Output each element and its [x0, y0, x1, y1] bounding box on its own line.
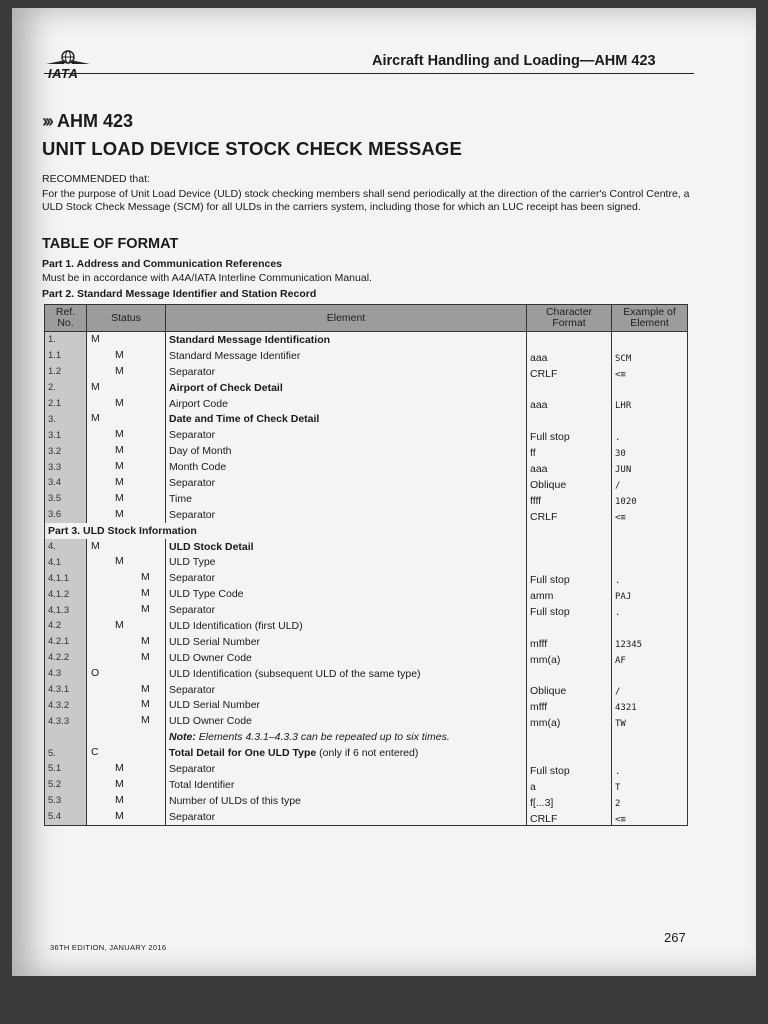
format-cell — [527, 411, 612, 427]
example-cell — [612, 539, 688, 555]
element-text: Standard Message Identifier — [169, 349, 301, 362]
status-cell — [87, 443, 166, 459]
table-heading: TABLE OF FORMAT — [42, 236, 179, 252]
example-cell: . — [612, 427, 688, 443]
element-text: Number of ULDs of this type — [169, 794, 301, 807]
iata-logo — [42, 48, 94, 84]
element-text: Separator — [169, 476, 216, 489]
element-cell — [166, 761, 527, 777]
element-cell — [166, 459, 527, 475]
status-cell — [87, 570, 166, 586]
element-text: ULD Type — [169, 556, 216, 569]
example-cell: / — [612, 682, 688, 698]
status-code: M — [141, 682, 150, 695]
note-label: Note: — [169, 731, 196, 744]
status-cell — [87, 793, 166, 809]
element-text: Separator — [169, 365, 216, 378]
ref-cell: 4.2 — [45, 618, 87, 634]
status-cell — [87, 618, 166, 634]
ref-cell — [45, 729, 87, 745]
table-row — [45, 745, 688, 761]
format-table — [44, 304, 688, 826]
ref-cell: 2. — [45, 380, 87, 396]
page-number: 267 — [664, 930, 686, 945]
status-cell — [87, 713, 166, 729]
format-cell: mfff — [527, 634, 612, 650]
format-cell: ffff — [527, 491, 612, 507]
element-cell — [166, 380, 527, 396]
example-cell: <≡ — [612, 364, 688, 380]
ref-cell: 3.3 — [45, 459, 87, 475]
element-text: Separator — [169, 683, 216, 696]
ref-cell: 3.2 — [45, 443, 87, 459]
table-row — [45, 729, 688, 745]
table-row — [45, 682, 688, 698]
ref-cell: 5.2 — [45, 777, 87, 793]
col-example: Example of Element — [612, 305, 688, 332]
example-cell: . — [612, 761, 688, 777]
status-cell — [87, 729, 166, 745]
example-cell: 30 — [612, 443, 688, 459]
element-text: Month Code — [169, 461, 227, 474]
table-row — [45, 348, 688, 364]
format-cell — [527, 666, 612, 682]
table-row — [45, 602, 688, 618]
status-code: M — [115, 507, 124, 520]
status-code: M — [115, 777, 124, 790]
element-cell — [166, 507, 527, 523]
table-row — [45, 713, 688, 729]
format-cell: Full stop — [527, 602, 612, 618]
ref-cell: 4.1.3 — [45, 602, 87, 618]
element-text: Total Detail for One ULD Type — [169, 747, 317, 760]
table-row — [45, 396, 688, 412]
format-cell — [527, 539, 612, 555]
format-cell — [527, 380, 612, 396]
ref-cell: 4.3.3 — [45, 713, 87, 729]
format-cell: Oblique — [527, 682, 612, 698]
status-code: M — [141, 587, 150, 600]
status-code: M — [141, 571, 150, 584]
example-cell — [612, 745, 688, 761]
status-cell — [87, 380, 166, 396]
status-code: M — [91, 333, 100, 345]
status-code: M — [115, 460, 124, 473]
status-cell — [87, 745, 166, 761]
format-cell: Oblique — [527, 475, 612, 491]
example-cell — [612, 729, 688, 745]
format-cell — [527, 618, 612, 634]
ref-cell: 5.4 — [45, 809, 87, 825]
status-code: M — [115, 619, 124, 632]
table-row — [45, 761, 688, 777]
element-text: ULD Type Code — [169, 588, 244, 601]
table-row — [45, 427, 688, 443]
table-row — [45, 507, 688, 523]
format-cell: a — [527, 777, 612, 793]
element-cell — [166, 666, 527, 682]
element-cell — [166, 427, 527, 443]
ref-cell: 3.6 — [45, 507, 87, 523]
ref-cell: 3. — [45, 411, 87, 427]
element-text: Separator — [169, 572, 216, 585]
status-code: M — [115, 793, 124, 806]
ref-cell: 5.1 — [45, 761, 87, 777]
section-code — [42, 111, 133, 132]
note-text: Elements 4.3.1–4.3.3 can be repeated up to six times. — [198, 731, 450, 744]
element-text: Day of Month — [169, 445, 232, 458]
table-row — [45, 666, 688, 682]
element-cell — [166, 554, 527, 570]
example-cell: TW — [612, 713, 688, 729]
table-row — [45, 697, 688, 713]
section-code-text: AHM 423 — [56, 111, 134, 131]
status-cell — [87, 491, 166, 507]
status-cell — [87, 682, 166, 698]
ref-cell: 3.4 — [45, 475, 87, 491]
status-cell — [87, 427, 166, 443]
page-title: UNIT LOAD DEVICE STOCK CHECK MESSAGE — [42, 138, 463, 159]
element-text: ULD Identification (subsequent ULD of the same type) — [169, 667, 421, 680]
edition-footer: 36TH EDITION, JANUARY 2016 — [50, 943, 167, 952]
col-status: Status — [87, 305, 166, 332]
status-code: O — [91, 666, 100, 679]
table-row — [45, 459, 688, 475]
table-row — [45, 380, 688, 396]
format-cell: aaa — [527, 459, 612, 475]
element-cell — [166, 745, 527, 761]
example-cell: 1020 — [612, 491, 688, 507]
table-row — [45, 777, 688, 793]
element-text: Separator — [169, 508, 216, 521]
status-cell — [87, 475, 166, 491]
status-cell — [87, 602, 166, 618]
element-text: ULD Serial Number — [169, 699, 261, 712]
status-cell — [87, 650, 166, 666]
element-cell — [166, 443, 527, 459]
format-cell — [527, 332, 612, 348]
table-row — [45, 809, 688, 825]
ref-cell: 5.3 — [45, 793, 87, 809]
status-cell — [87, 809, 166, 825]
format-cell — [527, 729, 612, 745]
example-cell — [612, 618, 688, 634]
element-cell — [166, 364, 527, 380]
format-cell: amm — [527, 586, 612, 602]
format-cell: mm(a) — [527, 650, 612, 666]
element-suffix: (only if 6 not entered) — [319, 747, 419, 760]
element-cell — [166, 491, 527, 507]
ref-cell: 1. — [45, 332, 87, 348]
element-text: ULD Owner Code — [169, 651, 252, 664]
status-cell — [87, 459, 166, 475]
element-cell — [166, 570, 527, 586]
table-row — [45, 554, 688, 570]
example-cell: . — [612, 602, 688, 618]
example-cell: LHR — [612, 396, 688, 412]
recommended-text: For the purpose of Unit Load Device (ULD) stock checking members shall send periodically at the direction of the carrier's Control Centre, a ULD Stock Check Message (SCM) for all ULDs in the carriers system, including those for which an LUC receipt has been signed. — [42, 188, 690, 213]
format-cell — [527, 745, 612, 761]
col-ref: Ref. No. — [45, 305, 87, 332]
example-cell: 2 — [612, 793, 688, 809]
col-format: Character Format — [527, 305, 612, 332]
element-cell — [166, 332, 527, 348]
table-row — [45, 539, 688, 555]
status-code: M — [91, 539, 100, 552]
element-text: Standard Message Identification — [169, 333, 331, 346]
example-cell — [612, 411, 688, 427]
status-cell — [87, 539, 166, 555]
element-cell — [166, 602, 527, 618]
status-cell — [87, 586, 166, 602]
element-cell — [166, 396, 527, 412]
ref-cell: 3.5 — [45, 491, 87, 507]
element-cell — [166, 809, 527, 825]
format-cell: Full stop — [527, 570, 612, 586]
ref-cell: 1.1 — [45, 348, 87, 364]
table-row — [45, 491, 688, 507]
format-cell: aaa — [527, 348, 612, 364]
element-text: Airport Code — [169, 397, 228, 410]
example-cell: 12345 — [612, 634, 688, 650]
format-cell: CRLF — [527, 364, 612, 380]
status-code: M — [141, 714, 150, 727]
status-code: M — [115, 555, 124, 568]
status-code: C — [91, 746, 99, 759]
ref-cell: 4.3 — [45, 666, 87, 682]
format-cell: mfff — [527, 697, 612, 713]
status-cell — [87, 507, 166, 523]
status-code: M — [115, 809, 124, 822]
ref-cell: 4.1.1 — [45, 570, 87, 586]
example-cell: T — [612, 777, 688, 793]
status-code: M — [91, 412, 100, 425]
table-row — [45, 650, 688, 666]
part1-title: Part 1. Address and Communication References — [42, 258, 283, 270]
example-cell: . — [612, 570, 688, 586]
ref-cell: 4. — [45, 539, 87, 555]
example-cell — [612, 554, 688, 570]
status-code: M — [141, 650, 150, 663]
table-row — [45, 570, 688, 586]
table-row — [45, 475, 688, 491]
status-cell — [87, 697, 166, 713]
status-code: M — [91, 380, 100, 393]
status-cell — [87, 634, 166, 650]
element-cell — [166, 539, 527, 555]
element-text: Date and Time of Check Detail — [169, 413, 320, 426]
ref-cell: 5. — [45, 745, 87, 761]
status-code: M — [115, 348, 124, 361]
status-code: M — [115, 476, 124, 489]
status-code: M — [115, 444, 124, 457]
chevrons-icon: ››› — [42, 111, 51, 131]
format-cell: Full stop — [527, 427, 612, 443]
example-cell — [612, 523, 688, 539]
status-code: M — [115, 364, 124, 377]
part1-text: Must be in accordance with A4A/IATA Interline Communication Manual. — [42, 272, 372, 284]
element-cell — [166, 475, 527, 491]
format-cell — [527, 523, 612, 539]
example-cell: AF — [612, 650, 688, 666]
element-cell — [166, 682, 527, 698]
example-cell — [612, 666, 688, 682]
part3-title: Part 3. ULD Stock Information — [45, 523, 527, 539]
status-code: M — [115, 762, 124, 775]
element-text: Separator — [169, 810, 216, 823]
example-cell: PAJ — [612, 586, 688, 602]
recommended-label: RECOMMENDED that: — [42, 173, 150, 185]
status-cell — [87, 396, 166, 412]
status-code: M — [115, 396, 124, 409]
element-text: Separator — [169, 429, 216, 442]
ref-cell: 2.1 — [45, 396, 87, 412]
table-row — [45, 618, 688, 634]
table-row — [45, 332, 688, 348]
element-cell — [166, 650, 527, 666]
status-code: M — [141, 698, 150, 711]
header-rule — [44, 73, 694, 74]
table-header-row — [45, 305, 688, 332]
element-text: Separator — [169, 604, 216, 617]
format-cell: aaa — [527, 396, 612, 412]
element-text: ULD Owner Code — [169, 715, 252, 728]
format-cell: mm(a) — [527, 713, 612, 729]
format-cell: CRLF — [527, 507, 612, 523]
element-cell — [166, 586, 527, 602]
status-cell — [87, 364, 166, 380]
format-cell: CRLF — [527, 809, 612, 825]
format-cell: f[...3] — [527, 793, 612, 809]
element-cell — [166, 348, 527, 364]
status-code: M — [141, 634, 150, 647]
element-text: Airport of Check Detail — [169, 381, 283, 394]
status-code: M — [141, 603, 150, 616]
table-row — [45, 793, 688, 809]
status-cell — [87, 666, 166, 682]
format-cell — [527, 554, 612, 570]
running-header: Aircraft Handling and Loading—AHM 423 — [372, 53, 656, 69]
ref-cell: 3.1 — [45, 427, 87, 443]
table-row — [45, 364, 688, 380]
table-body — [45, 332, 688, 826]
status-code: M — [115, 491, 124, 504]
element-text: ULD Serial Number — [169, 635, 261, 648]
element-text: Separator — [169, 762, 216, 775]
status-cell — [87, 777, 166, 793]
part-row — [45, 523, 688, 539]
element-cell — [166, 634, 527, 650]
element-text: Time — [169, 492, 192, 505]
element-cell — [166, 729, 527, 745]
ref-cell: 4.1 — [45, 554, 87, 570]
example-cell: JUN — [612, 459, 688, 475]
example-cell: / — [612, 475, 688, 491]
ref-cell: 1.2 — [45, 364, 87, 380]
col-element: Element — [166, 305, 527, 332]
table-row — [45, 586, 688, 602]
logo-text: IATA — [48, 66, 79, 81]
element-cell — [166, 777, 527, 793]
example-cell: 4321 — [612, 697, 688, 713]
element-text: ULD Stock Detail — [169, 540, 254, 553]
element-cell — [166, 793, 527, 809]
status-code: M — [115, 428, 124, 441]
part2-title: Part 2. Standard Message Identifier and Station Record — [42, 288, 317, 300]
ref-cell: 4.2.1 — [45, 634, 87, 650]
element-text: ULD Identification (first ULD) — [169, 619, 303, 632]
ref-cell: 4.2.2 — [45, 650, 87, 666]
ref-cell: 4.3.2 — [45, 697, 87, 713]
status-cell — [87, 348, 166, 364]
ref-cell: 4.1.2 — [45, 586, 87, 602]
example-cell: <≡ — [612, 507, 688, 523]
table-row — [45, 411, 688, 427]
format-cell: ff — [527, 443, 612, 459]
status-cell — [87, 411, 166, 427]
element-cell — [166, 713, 527, 729]
table-row — [45, 443, 688, 459]
status-cell — [87, 332, 166, 348]
document-page — [12, 8, 756, 976]
status-cell — [87, 554, 166, 570]
status-cell — [87, 761, 166, 777]
element-cell — [166, 618, 527, 634]
element-text: Total Identifier — [169, 778, 235, 791]
example-cell: SCM — [612, 348, 688, 364]
element-cell — [166, 697, 527, 713]
element-cell — [166, 411, 527, 427]
example-cell: <≡ — [612, 809, 688, 825]
table-row — [45, 634, 688, 650]
example-cell — [612, 332, 688, 348]
example-cell — [612, 380, 688, 396]
format-cell: Full stop — [527, 761, 612, 777]
ref-cell: 4.3.1 — [45, 682, 87, 698]
